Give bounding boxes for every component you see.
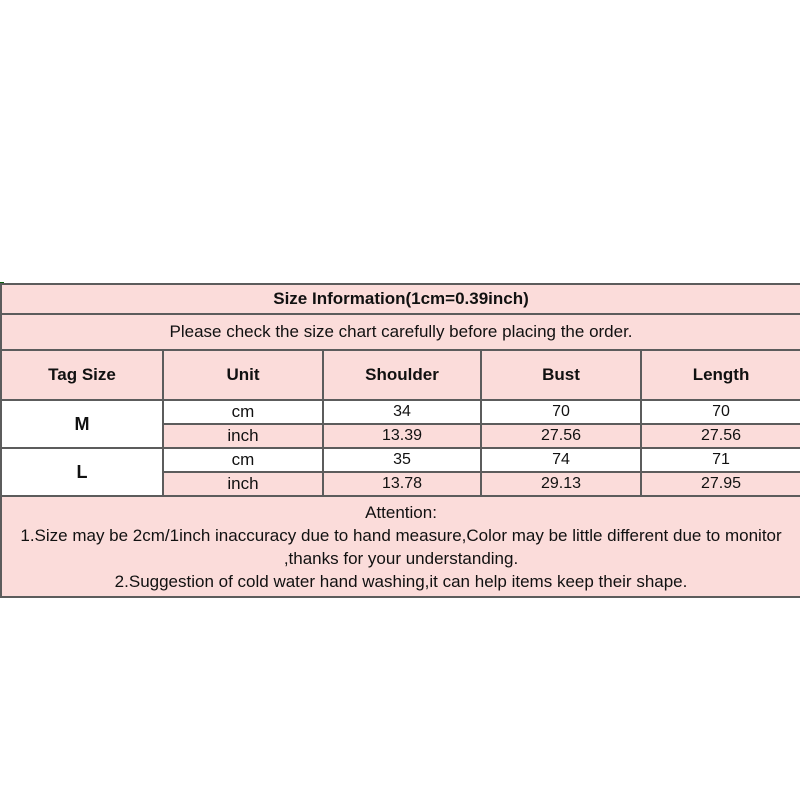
col-header-tag-size: Tag Size bbox=[1, 350, 163, 400]
size-l-cm-row bbox=[1, 448, 800, 472]
column-header-row bbox=[1, 350, 800, 400]
length-value: 70 bbox=[641, 400, 800, 424]
bust-value: 27.56 bbox=[481, 424, 641, 448]
shoulder-value: 34 bbox=[323, 400, 481, 424]
col-header-unit: Unit bbox=[163, 350, 323, 400]
attention-row bbox=[1, 496, 800, 597]
tag-size-m: M bbox=[1, 400, 163, 448]
length-value: 71 bbox=[641, 448, 800, 472]
unit-cell: inch bbox=[163, 472, 323, 496]
table-subtitle: Please check the size chart carefully before placing the order. bbox=[1, 314, 800, 350]
unit-cell: cm bbox=[163, 448, 323, 472]
col-header-bust: Bust bbox=[481, 350, 641, 400]
size-information-table bbox=[0, 283, 800, 598]
attention-heading: Attention: bbox=[365, 502, 437, 522]
table-title: Size Information(1cm=0.39inch) bbox=[1, 284, 800, 314]
title-row bbox=[1, 284, 800, 314]
unit-cell: cm bbox=[163, 400, 323, 424]
attention-line-2: ,thanks for your understanding. bbox=[283, 548, 519, 568]
attention-line-3: 2.Suggestion of cold water hand washing,it can help items keep their shape. bbox=[114, 571, 688, 591]
shoulder-value: 13.39 bbox=[323, 424, 481, 448]
shoulder-value: 13.78 bbox=[323, 472, 481, 496]
unit-cell: inch bbox=[163, 424, 323, 448]
subtitle-row bbox=[1, 314, 800, 350]
attention-line-1: 1.Size may be 2cm/1inch inaccuracy due to hand measure,Color may be little different due to monitor bbox=[20, 525, 782, 545]
bust-value: 70 bbox=[481, 400, 641, 424]
length-value: 27.56 bbox=[641, 424, 800, 448]
length-value: 27.95 bbox=[641, 472, 800, 496]
tag-size-l: L bbox=[1, 448, 163, 496]
shoulder-value: 35 bbox=[323, 448, 481, 472]
bust-value: 74 bbox=[481, 448, 641, 472]
attention-note bbox=[1, 496, 800, 597]
col-header-shoulder: Shoulder bbox=[323, 350, 481, 400]
size-m-cm-row bbox=[1, 400, 800, 424]
col-header-length: Length bbox=[641, 350, 800, 400]
bust-value: 29.13 bbox=[481, 472, 641, 496]
